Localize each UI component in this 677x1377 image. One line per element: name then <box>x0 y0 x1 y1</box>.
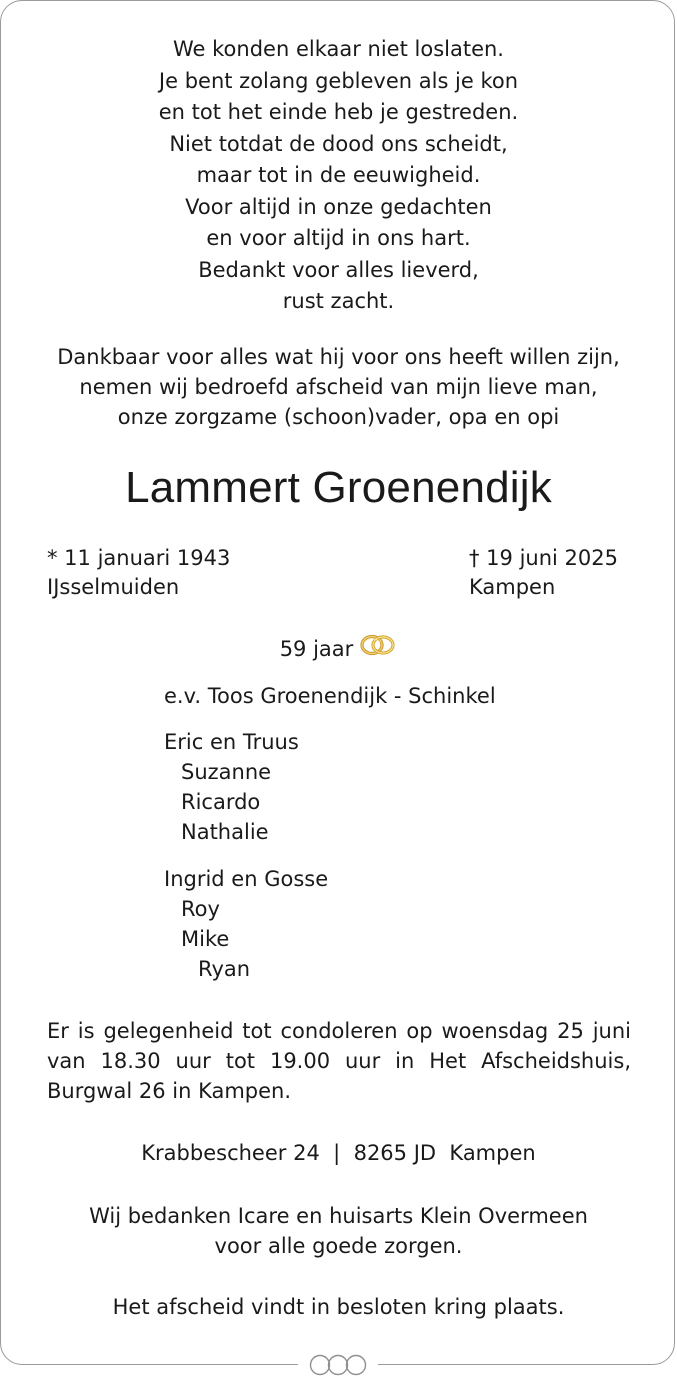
grandchild: Mike <box>181 927 230 951</box>
birth-info <box>47 544 230 602</box>
farewell-note: Het afscheid vindt in besloten kring plaats. <box>112 1295 565 1319</box>
intro-text <box>0 342 677 432</box>
poem-line: Voor altijd in onze gedachten <box>185 194 492 219</box>
thanks-text <box>0 1201 677 1261</box>
birth-date: * 11 januari 1943 <box>47 546 231 570</box>
poem <box>0 34 677 318</box>
marriage-years <box>0 634 677 666</box>
thanks-line: voor alle goede zorgen. <box>214 1234 463 1258</box>
intro-line: onze zorgzame (schoon)vader, opa en opi <box>117 405 560 429</box>
death-info <box>469 544 618 602</box>
poem-line: en voor altijd in ons hart. <box>206 226 471 250</box>
grandchild: Roy <box>181 897 220 921</box>
birth-place: IJsselmuiden <box>47 575 180 599</box>
grandchild: Ricardo <box>181 790 261 814</box>
poem-line: We konden elkaar niet loslaten. <box>173 37 504 61</box>
poem-line: rust zacht. <box>282 289 395 313</box>
thanks-line: Wij bedanken Icare en huisarts Klein Overmeen <box>89 1204 588 1228</box>
family-parents: Ingrid en Gosse <box>164 867 329 891</box>
intro-line: Dankbaar voor alles wat hij voor ons heeft willen zijn, <box>57 345 620 369</box>
grandchild: Suzanne <box>181 760 272 784</box>
wedding-rings-icon <box>359 632 397 664</box>
poem-line: Je bent zolang gebleven als je kon <box>158 68 519 93</box>
family-group <box>164 864 328 984</box>
poem-line: en tot het einde heb je gestreden. <box>158 100 519 124</box>
intro-line: nemen wij bedroefd afscheid van mijn lieve man, <box>79 375 598 399</box>
poem-line: Bedankt voor alles lieverd, <box>198 257 479 282</box>
address: Krabbescheer 24 | 8265 JD Kampen <box>141 1141 536 1165</box>
grandchild: Nathalie <box>181 820 269 844</box>
interlocking-rings-ornament <box>298 1353 378 1377</box>
marriage-years-text: 59 jaar <box>279 637 354 661</box>
death-date: † 19 juni 2025 <box>469 546 618 570</box>
spouse: e.v. Toos Groenendijk - Schinkel <box>164 684 496 708</box>
family-parents: Eric en Truus <box>164 730 299 754</box>
poem-line: maar tot in de eeuwigheid. <box>196 163 481 187</box>
death-place: Kampen <box>469 575 556 599</box>
family-group <box>164 727 299 847</box>
poem-line: Niet totdat de dood ons scheidt, <box>169 131 508 156</box>
condolence-info: Er is gelegenheid tot condoleren op woensdag 25 juni van 18.30 uur tot 19.00 uur in Het Afscheidshuis, Burgwal 26 in Kampen. <box>47 1019 631 1103</box>
great-grandchild: Ryan <box>198 957 251 981</box>
deceased-name: Lammert Groenendijk <box>125 463 552 512</box>
